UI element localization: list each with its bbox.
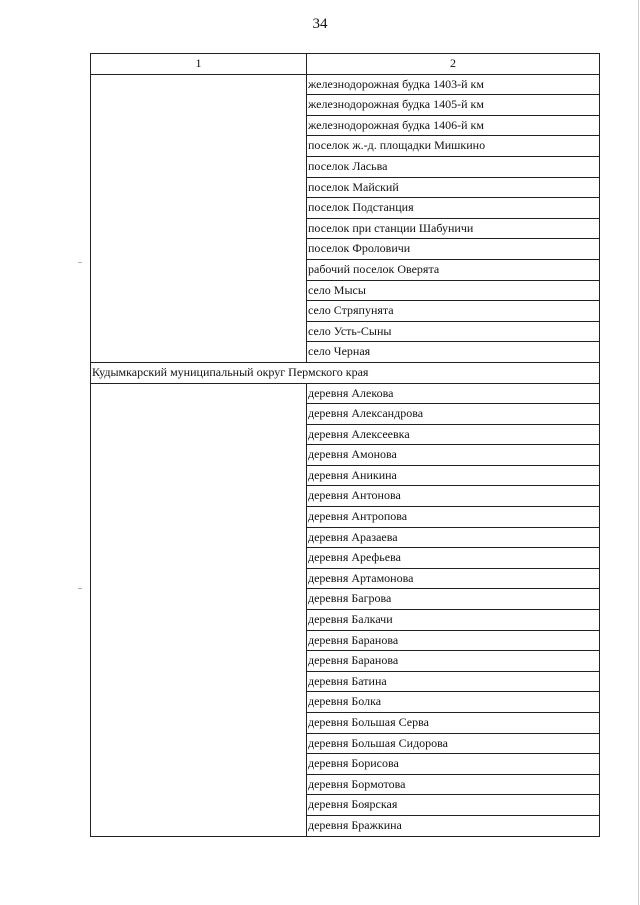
settlement-name-cell: деревня Бормотова	[307, 774, 600, 795]
settlement-name-cell: поселок Подстанция	[307, 198, 600, 219]
column-header-2: 2	[307, 54, 600, 75]
settlement-name-cell: деревня Батина	[307, 671, 600, 692]
settlement-name-cell: поселок ж.-д. площадки Мишкино	[307, 136, 600, 157]
settlement-name-cell: поселок Майский	[307, 177, 600, 198]
header-row	[91, 54, 600, 75]
table-body	[91, 54, 600, 837]
settlement-name-cell: деревня Антропова	[307, 507, 600, 528]
settlement-name-cell: деревня Багрова	[307, 589, 600, 610]
settlement-name-cell: железнодорожная будка 1403-й км	[307, 74, 600, 95]
settlement-name-cell: деревня Бражкина	[307, 815, 600, 836]
settlement-name-cell: рабочий поселок Оверята	[307, 259, 600, 280]
section-row	[91, 362, 600, 383]
settlement-name-cell: поселок при станции Шабуничи	[307, 218, 600, 239]
settlement-name-cell: деревня Антонова	[307, 486, 600, 507]
settlement-name-cell: деревня Боярская	[307, 795, 600, 816]
settlements-table	[90, 53, 600, 837]
settlement-name-cell: село Мысы	[307, 280, 600, 301]
page-number: 34	[312, 16, 328, 32]
settlement-name-cell: деревня Амонова	[307, 445, 600, 466]
settlement-name-cell: село Стряпунята	[307, 301, 600, 322]
settlement-name-cell: деревня Баранова	[307, 651, 600, 672]
settlement-name-cell: деревня Балкачи	[307, 610, 600, 631]
settlement-name-cell: деревня Борисова	[307, 754, 600, 775]
margin-mark	[78, 262, 82, 263]
settlement-name-cell: деревня Болка	[307, 692, 600, 713]
settlement-name-cell: железнодорожная будка 1405-й км	[307, 95, 600, 116]
settlement-name-cell: деревня Большая Сидорова	[307, 733, 600, 754]
settlement-name-cell: село Черная	[307, 342, 600, 363]
settlement-name-cell: деревня Аникина	[307, 465, 600, 486]
settlement-name-cell: поселок Фроловичи	[307, 239, 600, 260]
settlement-name-cell: деревня Алексеевка	[307, 424, 600, 445]
settlement-name-cell: село Усть-Сыны	[307, 321, 600, 342]
table-row	[91, 383, 600, 404]
settlement-name-cell: железнодорожная будка 1406-й км	[307, 115, 600, 136]
merged-empty-cell	[91, 74, 307, 362]
merged-empty-cell	[91, 383, 307, 836]
settlement-name-cell: деревня Аразаева	[307, 527, 600, 548]
settlement-name-cell: деревня Арефьева	[307, 548, 600, 569]
settlement-name-cell: деревня Большая Серва	[307, 713, 600, 734]
settlement-name-cell: деревня Баранова	[307, 630, 600, 651]
settlement-name-cell: деревня Александрова	[307, 404, 600, 425]
table-row	[91, 74, 600, 95]
section-title: Кудымкарский муниципальный округ Пермского края	[91, 362, 600, 383]
settlement-name-cell: деревня Артамонова	[307, 568, 600, 589]
margin-mark	[78, 588, 82, 589]
column-header-1: 1	[91, 54, 307, 75]
settlement-name-cell: поселок Ласьва	[307, 156, 600, 177]
settlement-name-cell: деревня Алекова	[307, 383, 600, 404]
scan-edge	[638, 0, 639, 905]
